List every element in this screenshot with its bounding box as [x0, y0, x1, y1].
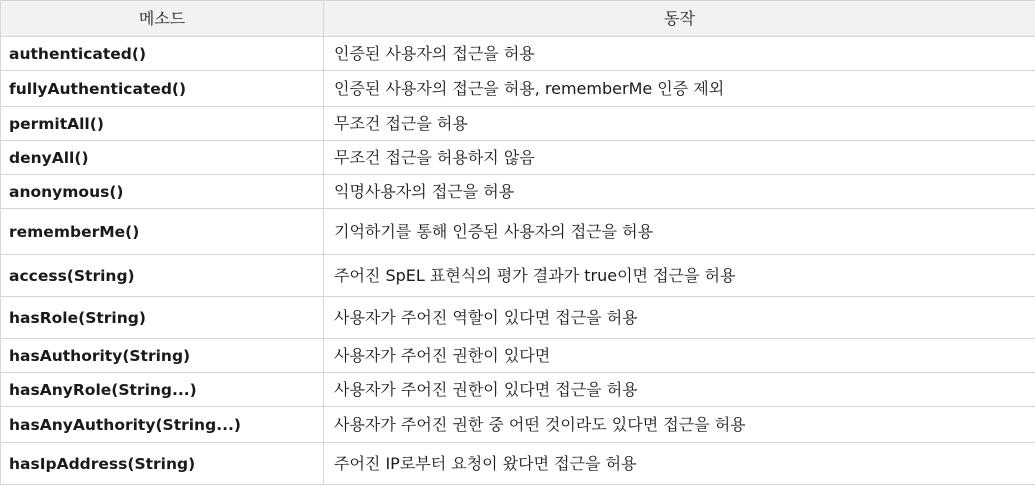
- action-cell: 무조건 접근을 허용하지 않음: [324, 141, 1035, 175]
- action-cell: 인증된 사용자의 접근을 허용: [324, 37, 1035, 71]
- table-row: [1, 297, 1035, 339]
- table-row: [1, 37, 1035, 71]
- action-cell: 무조건 접근을 허용: [324, 107, 1035, 141]
- method-cell: authenticated(): [1, 37, 324, 71]
- table-row: [1, 141, 1035, 175]
- action-cell: 기억하기를 통해 인증된 사용자의 접근을 허용: [324, 209, 1035, 255]
- header-method: 메소드: [1, 1, 324, 37]
- method-cell: access(String): [1, 255, 324, 297]
- action-cell: 사용자가 주어진 권한 중 어떤 것이라도 있다면 접근을 허용: [324, 407, 1035, 443]
- method-cell: anonymous(): [1, 175, 324, 209]
- action-cell: 주어진 IP로부터 요청이 왔다면 접근을 허용: [324, 443, 1035, 485]
- method-cell: permitAll(): [1, 107, 324, 141]
- method-cell: fullyAuthenticated(): [1, 71, 324, 107]
- table-header-row: [1, 1, 1035, 37]
- method-cell: hasAuthority(String): [1, 339, 324, 373]
- method-cell: hasRole(String): [1, 297, 324, 339]
- method-cell: hasAnyRole(String...): [1, 373, 324, 407]
- table-row: [1, 407, 1035, 443]
- action-cell: 익명사용자의 접근을 허용: [324, 175, 1035, 209]
- action-cell: 사용자가 주어진 역할이 있다면 접근을 허용: [324, 297, 1035, 339]
- table-row: [1, 107, 1035, 141]
- action-cell: 인증된 사용자의 접근을 허용, rememberMe 인증 제외: [324, 71, 1035, 107]
- action-cell: 사용자가 주어진 권한이 있다면 접근을 허용: [324, 373, 1035, 407]
- action-cell: 주어진 SpEL 표현식의 평가 결과가 true이면 접근을 허용: [324, 255, 1035, 297]
- header-action: 동작: [324, 1, 1035, 37]
- table-row: [1, 175, 1035, 209]
- table-row: [1, 209, 1035, 255]
- method-cell: hasAnyAuthority(String...): [1, 407, 324, 443]
- method-cell: hasIpAddress(String): [1, 443, 324, 485]
- method-cell: denyAll(): [1, 141, 324, 175]
- table-row: [1, 255, 1035, 297]
- table-row: [1, 373, 1035, 407]
- table-row: [1, 71, 1035, 107]
- action-cell: 사용자가 주어진 권한이 있다면: [324, 339, 1035, 373]
- table-row: [1, 443, 1035, 485]
- table-row: [1, 339, 1035, 373]
- method-cell: rememberMe(): [1, 209, 324, 255]
